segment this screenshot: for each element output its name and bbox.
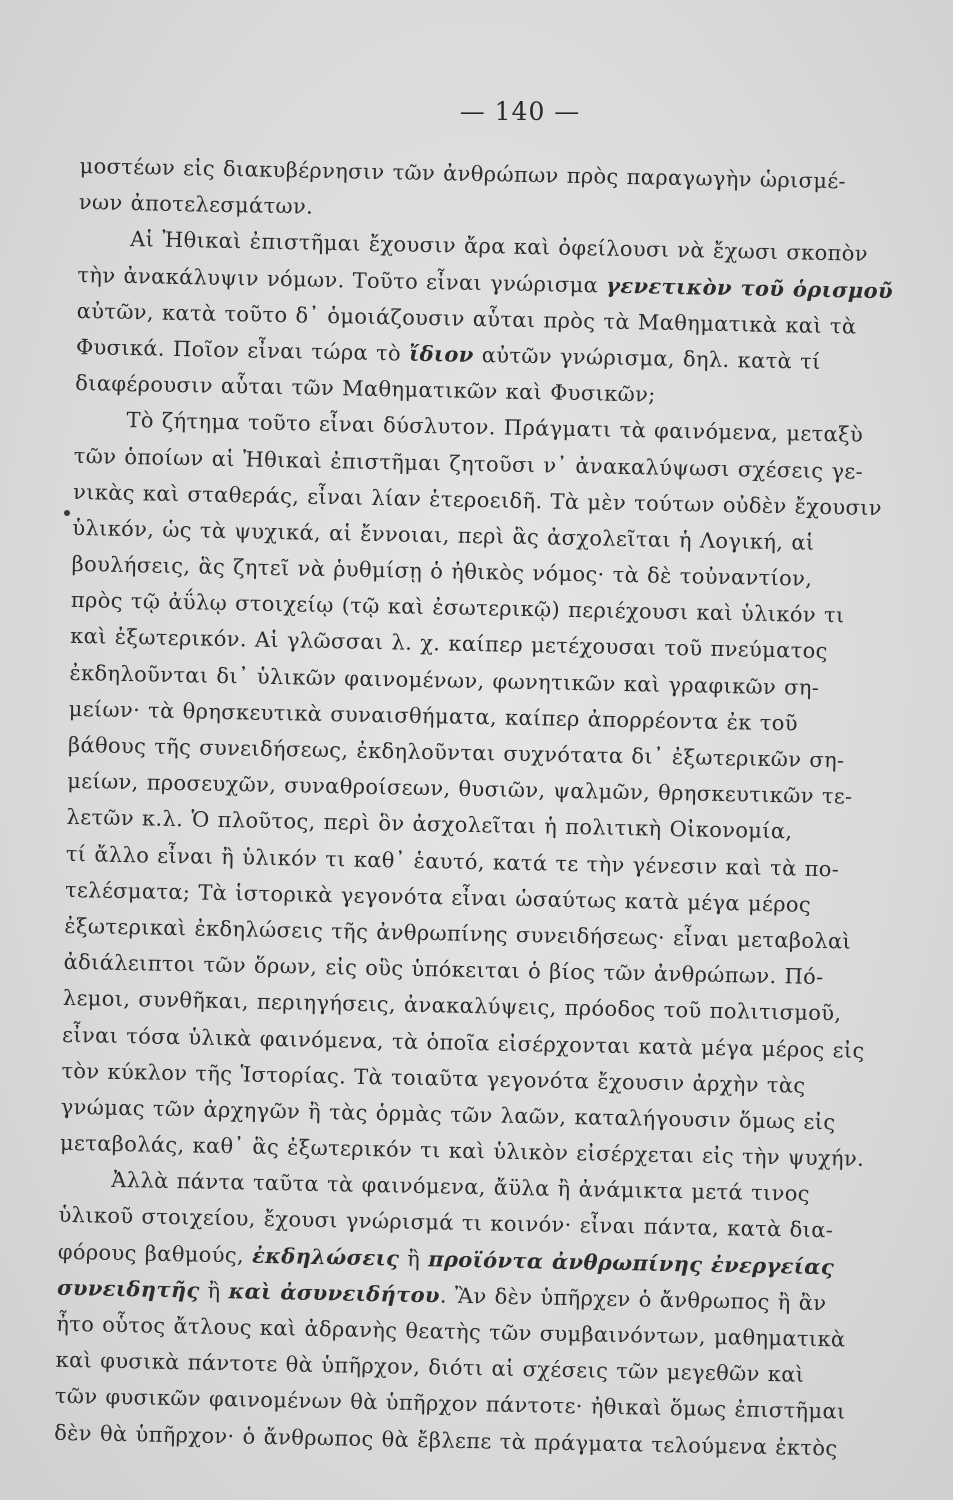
emphasis-text: προϊόντα ἀνθρωπίνης ἐνεργείας bbox=[428, 1245, 835, 1279]
line-text: Αἱ Ἠθικαὶ ἐπιστῆμαι ἔχουσιν ἄρα καὶ ὀφείλουσι νὰ ἔχωσι σκοπὸν bbox=[129, 227, 869, 267]
line-text: αὐτῶν, κατὰ τοῦτο δ᾽ ὁμοιάζουσιν αὗται πρὸς τὰ Μαθηματικὰ καὶ τὰ bbox=[76, 298, 857, 339]
line-text: ἢ bbox=[399, 1246, 429, 1271]
line-text: τὴν ἀνακάλυψιν νόμων. Τοῦτο εἶναι γνώρισμα bbox=[77, 262, 607, 298]
line-text: καὶ φυσικὰ πάντοτε θὰ ὑπῆρχον, διότι αἱ σχέσεις τῶν μεγεθῶν καὶ bbox=[55, 1347, 805, 1387]
emphasis-text: συνειδητῆς bbox=[56, 1274, 200, 1303]
line-text: τὸν κύκλον τῆς Ἱστορίας. Τὰ τοιαῦτα γεγονότα ἔχουσιν ἀρχὴν τὰς bbox=[61, 1058, 806, 1098]
line-text: τί ἄλλο εἶναι ἢ ὑλικόν τι καθ᾽ ἑαυτό, κατά τε τὴν γένεσιν καὶ τὰ πο- bbox=[65, 841, 840, 881]
emphasis-text: καὶ ἀσυνειδήτου bbox=[228, 1278, 441, 1308]
emphasis-text: ἴδιον bbox=[408, 340, 475, 367]
line-text: ἐκδηλοῦνται δι᾽ ὑλικῶν φαινομένων, φωνητικῶν καὶ γραφικῶν ση- bbox=[69, 660, 820, 700]
line-text: ἦτο οὗτος ἄτλους καὶ ἀδρανὴς θεατὴς τῶν συμβαινόντων, μαθηματικὰ bbox=[56, 1311, 846, 1352]
line-text: λεμοι, συνθῆκαι, περιηγήσεις, ἀνακαλύψεις, πρόοδος τοῦ πολιτισμοῦ, bbox=[62, 986, 842, 1026]
line-text: πρὸς τῷ ἀΰλῳ στοιχείῳ (τῷ καὶ ἐσωτερικῷ) περιέχουσι καὶ ὑλικόν τι bbox=[70, 588, 845, 628]
line-text: βάθους τῆς συνειδήσεως, ἐκδηλοῦνται συχνότατα δι᾽ ἐξωτερικῶν ση- bbox=[67, 732, 845, 773]
line-text: . Ἂν δὲν ὑπῆρχεν ὁ ἄνθρωπος ἢ ἂν bbox=[439, 1283, 827, 1316]
line-text: τῶν φυσικῶν φαινομένων θὰ ὑπῆρχον πάντοτε· ἠθικαὶ ὅμως ἐπιστῆμαι bbox=[54, 1384, 846, 1424]
line-text: αὐτῶν γνώρισμα, δηλ. κατὰ τί bbox=[473, 342, 821, 374]
line-text: γνώμας τῶν ἀρχηγῶν ἢ τὰς ὁρμὰς τῶν λαῶν, καταλήγουσιν ὅμως εἰς bbox=[60, 1094, 836, 1135]
line-text: βουλήσεις, ἃς ζητεῖ νὰ ῥυθμίσῃ ὁ ἠθικὸς νόμος· τὰ δὲ τοὐναντίον, bbox=[71, 551, 813, 591]
emphasis-text: ἐκδηλώσεις bbox=[251, 1242, 400, 1271]
line-text: διαφέρουσιν αὗται τῶν Μαθηματικῶν καὶ Φυσικῶν; bbox=[75, 371, 656, 407]
line-text: εἶναι τόσα ὑλικὰ φαινόμενα, τὰ ὁποῖα εἰσέρχονται κατὰ μέγα μέρος εἰς bbox=[61, 1022, 865, 1063]
line-text: μοστέων εἰς διακυβέρνησιν τῶν ἀνθρώπων πρὸς παραγωγὴν ὡρισμέ- bbox=[79, 153, 847, 194]
line-text: νικὰς καὶ σταθεράς, εἶναι λίαν ἑτεροειδῆ. Τὰ μὲν τούτων οὐδὲν ἔχουσιν bbox=[72, 479, 883, 520]
line-text: τῶν ὁποίων αἱ Ἠθικαὶ ἐπιστῆμαι ζητοῦσι ν᾽ ἀνακαλύψωσι σχέσεις γε- bbox=[73, 443, 864, 484]
line-text: μείων, προσευχῶν, συναθροίσεων, θυσιῶν, ψαλμῶν, θρησκευτικῶν τε- bbox=[67, 769, 853, 809]
line-text: μείων· τὰ θρησκευτικὰ συναισθήματα, καίπερ ἀπορρέοντα ἐκ τοῦ bbox=[68, 696, 799, 736]
body-text bbox=[54, 148, 908, 1467]
line-text: μεταβολάς, καθ᾽ ἃς ἐξωτερικόν τι καὶ ὑλικὸν εἰσέρχεται εἰς τὴν ψυχήν. bbox=[59, 1130, 865, 1172]
line-text: Ἀλλὰ πάντα ταῦτα τὰ φαινόμενα, ἄϋλα ἢ ἀνάμικτα μετά τινος bbox=[111, 1168, 811, 1207]
line-text: λετῶν κ.λ. Ὁ πλοῦτος, περὶ ὃν ἀσχολεῖται ἡ πολιτικὴ Οἰκονομία, bbox=[66, 805, 793, 844]
line-text: ἀδιάλειπτοι τῶν ὅρων, εἰς οὓς ὑπόκειται ὁ βίος τῶν ἀνθρώπων. Πό- bbox=[63, 949, 824, 990]
line-text: ὑλικόν, ὡς τὰ ψυχικά, αἱ ἔννοιαι, περὶ ἃς ἀσχολεῖται ἡ Λογική, αἱ bbox=[72, 515, 815, 555]
line-text: ἢ bbox=[199, 1278, 229, 1304]
line-text: Φυσικά. Ποῖον εἶναι τώρα τὸ bbox=[75, 334, 410, 366]
line-text: τελέσματα; Τὰ ἱστορικὰ γεγονότα εἶναι ὡσαύτως κατὰ μέγα μέρος bbox=[64, 877, 812, 917]
line-text: Τὸ ζήτημα τοῦτο εἶναι δύσλυτον. Πράγματι τὰ φαινόμενα, μεταξὺ bbox=[126, 408, 864, 448]
line-text: νων ἀποτελεσμάτων. bbox=[78, 190, 314, 219]
line-text: ἐξωτερικαὶ ἐκδηλώσεις τῆς ἀνθρωπίνης συνειδήσεως· εἶναι μεταβολαὶ bbox=[64, 913, 852, 954]
line-text: δὲν θὰ ὑπῆρχον· ὁ ἄνθρωπος θὰ ἔβλεπε τὰ πράγματα τελούμενα ἐκτὸς bbox=[53, 1420, 838, 1461]
line-text: φόρους βαθμούς, bbox=[57, 1239, 253, 1268]
line-text: καὶ ἐξωτερικόν. Αἱ γλῶσσαι λ. χ. καίπερ μετέχουσαι τοῦ πνεύματος bbox=[69, 624, 828, 664]
line-text: ὑλικοῦ στοιχείου, ἔχουσι γνώρισμά τι κοινόν· εἶναι πάντα, κατὰ δια- bbox=[58, 1203, 834, 1243]
emphasis-text: γενετικὸν τοῦ ὁρισμοῦ bbox=[605, 272, 894, 303]
margin-mark bbox=[64, 510, 70, 516]
page-number: — 140 — bbox=[459, 97, 581, 126]
